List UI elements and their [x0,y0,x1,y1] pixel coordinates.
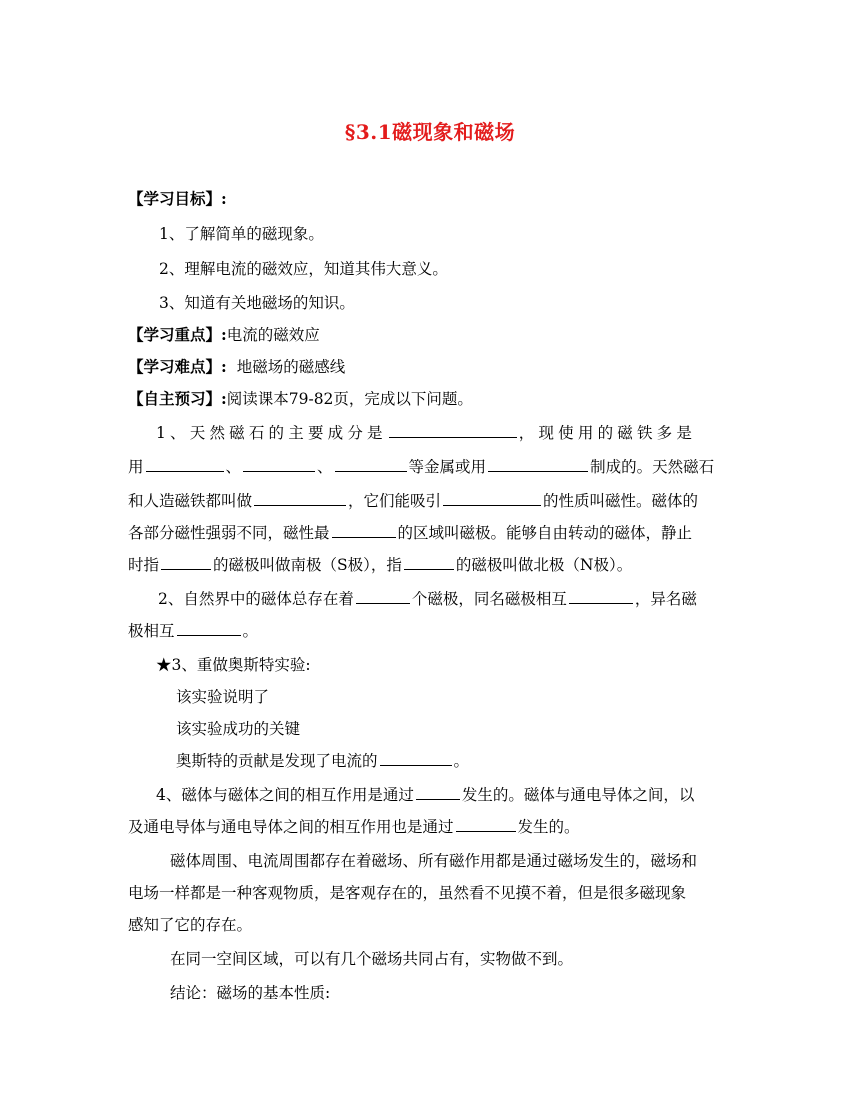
fill-blank[interactable] [356,588,410,604]
q3-line: 该实验成功的关键 [176,720,301,738]
fill-blank[interactable] [254,490,346,506]
preview-label: 【自主预习】: [128,389,227,408]
fill-blank[interactable] [335,456,407,472]
goal-item: 3、知道有关地磁场的知识。 [159,294,355,312]
page-title: §3.1磁现象和磁场 [344,120,516,144]
q1-text: 的磁极叫做北极（N极）。 [455,556,633,574]
fill-blank[interactable] [404,554,454,570]
q2-text: ，异名磁 [634,590,697,608]
q4-text: 4、磁体与磁体之间的相互作用是通过 [156,786,414,804]
q1-text: 时指 [128,556,160,574]
q3-text: 。 [453,752,470,770]
q2-line-1 [158,588,697,610]
goals-label: 【学习目标】: [128,189,227,208]
preview-text: 阅读课本79-82页，完成以下问题。 [226,390,473,408]
q1-line-1 [156,422,736,444]
fill-blank[interactable] [332,522,396,538]
q3-line: 该实验说明了 [176,688,270,706]
q3-line-3 [176,750,469,772]
fill-blank[interactable] [146,456,224,472]
q1-text: 各部分磁性强弱不同，磁性最 [128,524,330,542]
q1-line-4 [128,522,692,544]
q1-line-5 [128,554,632,576]
fill-blank[interactable] [569,588,633,604]
key-point-label: 【学习重点】: [128,325,227,344]
q4-line-1 [156,784,694,806]
q4-text: 及通电导体与通电导体之间的相互作用也是通过 [128,818,454,836]
fill-blank[interactable] [416,784,460,800]
q4-line-2 [128,816,580,838]
q2-text: 。 [242,622,259,640]
q1-text: 1、天然磁石的主要成分是 [156,424,387,442]
goal-item: 1、了解简单的磁现象。 [159,225,324,243]
paragraph-line: 感知了它的存在。 [128,916,253,934]
q1-text: 、 [225,458,242,476]
goal-item: 2、理解电流的磁效应，知道其伟大意义。 [159,260,448,278]
q1-text: 的性质叫磁性。磁体的 [543,492,699,510]
fill-blank[interactable] [161,554,211,570]
fill-blank[interactable] [177,620,241,636]
q1-text: 等金属或用 [408,458,487,476]
q1-text: ，现使用的磁铁多是 [518,424,697,442]
q2-line-2 [128,620,258,642]
q1-text: 的磁极叫做南极（S极），指 [213,556,402,574]
fill-blank[interactable] [380,750,452,766]
fill-blank[interactable] [443,490,541,506]
fill-blank[interactable] [456,816,516,832]
goals-section [128,188,227,210]
paragraph-line: 在同一空间区域，可以有几个磁场共同占有，实物做不到。 [170,950,574,968]
difficulty-text: 地磁场的磁感线 [236,358,346,376]
difficulty-label: 【学习难点】: [128,357,227,376]
q4-text: 发生的。磁体与通电导体之间，以 [461,786,695,804]
preview [128,388,473,410]
paragraph-line: 磁体周围、电流周围都存在着磁场、所有磁作用都是通过磁场发生的，磁场和 [170,852,698,870]
fill-blank[interactable] [243,456,315,472]
key-point-text: 电流的磁效应 [226,326,320,344]
q2-text: 个磁极，同名磁极相互 [411,590,567,608]
fill-blank[interactable] [389,422,517,438]
paragraph-line: 电场一样都是一种客观物质，是客观存在的，虽然看不见摸不着，但是很多磁现象 [128,884,687,902]
q3-text: 奥斯特的贡献是发现了电流的 [176,752,378,770]
q2-text: 2、自然界中的磁体总存在着 [158,590,354,608]
q2-text: 极相互 [128,622,175,640]
conclusion-line: 结论：磁场的基本性质: [170,984,331,1002]
q1-text: 、 [317,458,333,476]
q1-text: ，它们能吸引 [348,492,442,510]
q1-line-2 [128,456,714,478]
q1-text: 制成的。天然磁石 [590,458,715,476]
q1-text: 和人造磁铁都叫做 [128,492,253,510]
q1-text: 的区域叫磁极。能够自由转动的磁体，静止 [397,524,693,542]
q3-heading: ★3、重做奥斯特实验: [156,656,311,674]
difficulty [128,356,345,378]
q4-text: 发生的。 [517,818,580,836]
q1-text: 用 [128,458,144,476]
key-point [128,324,320,346]
q1-line-3 [128,490,698,512]
fill-blank[interactable] [488,456,588,472]
